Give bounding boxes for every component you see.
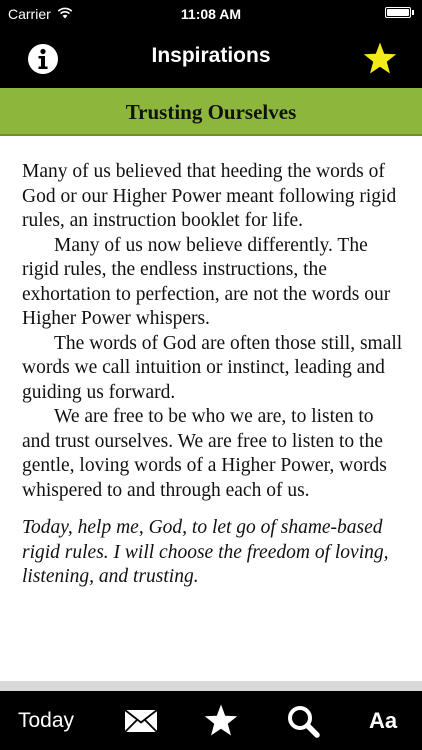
daily-prayer: Today, help me, God, to let go of shame-based rigid rules. I will choose the freedom of loving, listening, and trusting. (22, 517, 389, 587)
status-time: 11:08 AM (180, 6, 242, 22)
battery-indicator (385, 7, 414, 18)
entry-title: Trusting Ourselves (125, 100, 297, 124)
mail-icon (124, 709, 158, 733)
tab-font-size[interactable]: Aa (368, 707, 398, 733)
battery-icon (385, 7, 411, 18)
search-icon (286, 704, 320, 738)
top-bar (0, 0, 422, 88)
tab-mail[interactable] (118, 691, 164, 750)
tab-search[interactable] (280, 691, 326, 750)
tab-bar (0, 691, 422, 750)
star-icon (362, 41, 398, 77)
battery-tip (412, 10, 414, 15)
tab-bar-divider (0, 681, 422, 691)
reading-paragraph: We are free to be who we are, to listen to and trust ourselves. We are free to listen to the gentle, loving words of a Higher Power, words whispered to and through each of us. (22, 406, 387, 501)
favorite-button[interactable] (362, 41, 398, 77)
status-bar (0, 0, 422, 30)
carrier-label: Carrier (8, 6, 51, 22)
reading-paragraph: Many of us now believe differently. The rigid rules, the endless instructions, the exhortation to perfection, are not the words our Higher Power whispers. (22, 234, 391, 329)
reading-paragraph: The words of God are often those still, small words we call intuition or instinct, leading and guiding us forward. (22, 332, 403, 403)
nav-title: Inspirations (151, 44, 271, 67)
tab-favorites[interactable] (198, 691, 244, 750)
reading-content (22, 160, 406, 590)
entry-title-band (0, 88, 422, 136)
battery-fill (387, 9, 409, 16)
nav-bar (0, 30, 422, 88)
tab-today[interactable]: Today (17, 708, 75, 732)
star-icon (203, 703, 239, 739)
reading-paragraph: Many of us believed that heeding the words of God or our Higher Power meant following rigid rules, an instruction booklet for life. (22, 161, 397, 231)
